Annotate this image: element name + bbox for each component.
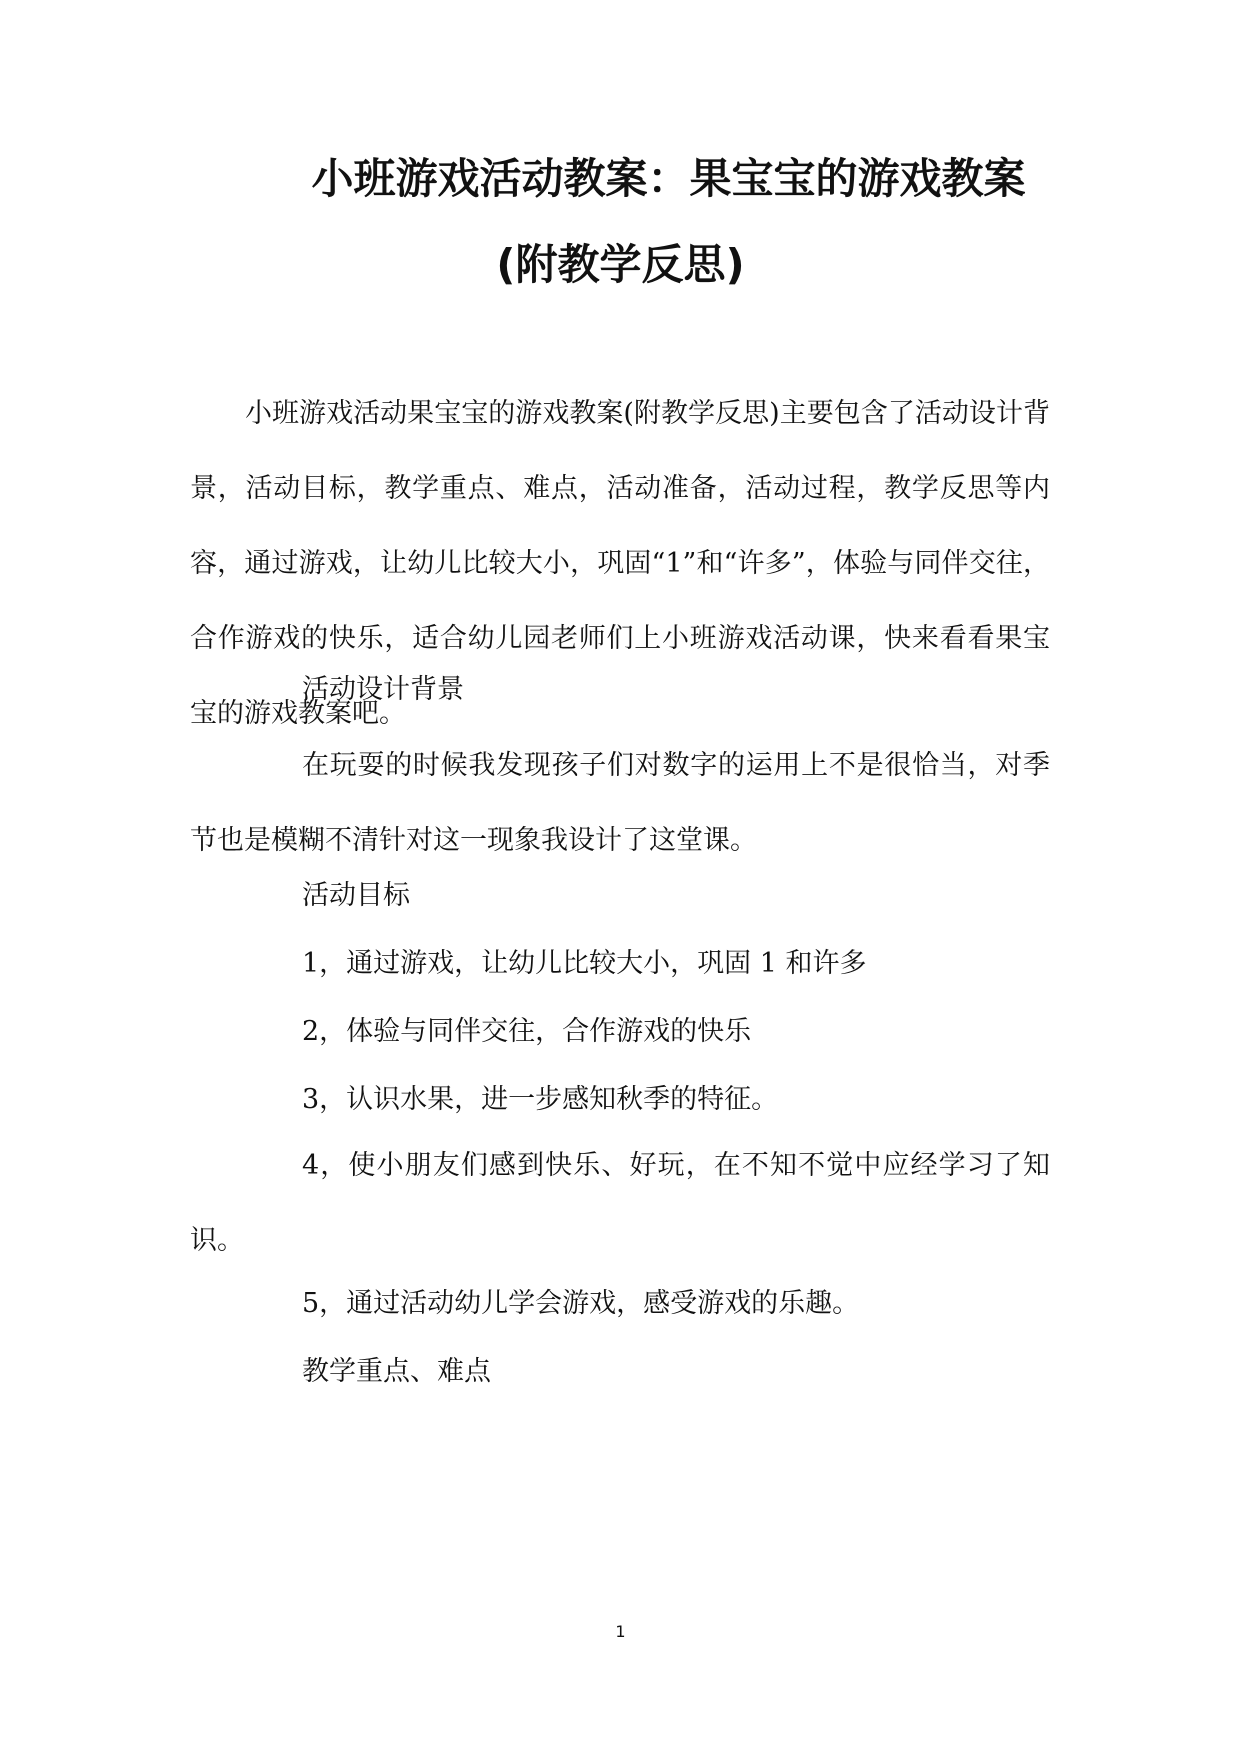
goal-item-2: 2，体验与同伴交往，合作游戏的快乐 [302, 1016, 752, 1047]
goal-item-3: 3，认识水果，进一步感知秋季的特征。 [302, 1084, 779, 1115]
goal-item-5: 5，通过活动幼儿学会游戏，感受游戏的乐趣。 [302, 1288, 860, 1319]
background-paragraph: 在玩耍的时候我发现孩子们对数字的运用上不是很恰当，对季节也是模糊不清针对这一现象我设计了这堂课。 [190, 750, 1050, 856]
page-number: 1 [615, 1622, 626, 1641]
intro-paragraph: 小班游戏活动果宝宝的游戏教案(附教学反思)主要包含了活动设计背景，活动目标，教学重点、难点，活动准备，活动过程，教学反思等内容，通过游戏，让幼儿比较大小，巩固“1”和“许多”，体验与同伴交往，合作游戏的快乐，适合幼儿园老师们上小班游戏活动课，快来看看果宝宝的游戏教案吧。 [190, 398, 1050, 729]
heading-key-points: 教学重点、难点 [302, 1356, 491, 1387]
document-title-line-2: (附教学反思) [496, 240, 745, 289]
document-title-line-1: 小班游戏活动教案：果宝宝的游戏教案 [311, 154, 1026, 203]
heading-background: 活动设计背景 [302, 674, 464, 705]
heading-goals: 活动目标 [302, 880, 410, 911]
goal-item-1: 1，通过游戏，让幼儿比较大小，巩固 1 和许多 [302, 948, 867, 979]
goal-item-4: 4，使小朋友们感到快乐、好玩，在不知不觉中应经学习了知识。 [190, 1150, 1050, 1256]
